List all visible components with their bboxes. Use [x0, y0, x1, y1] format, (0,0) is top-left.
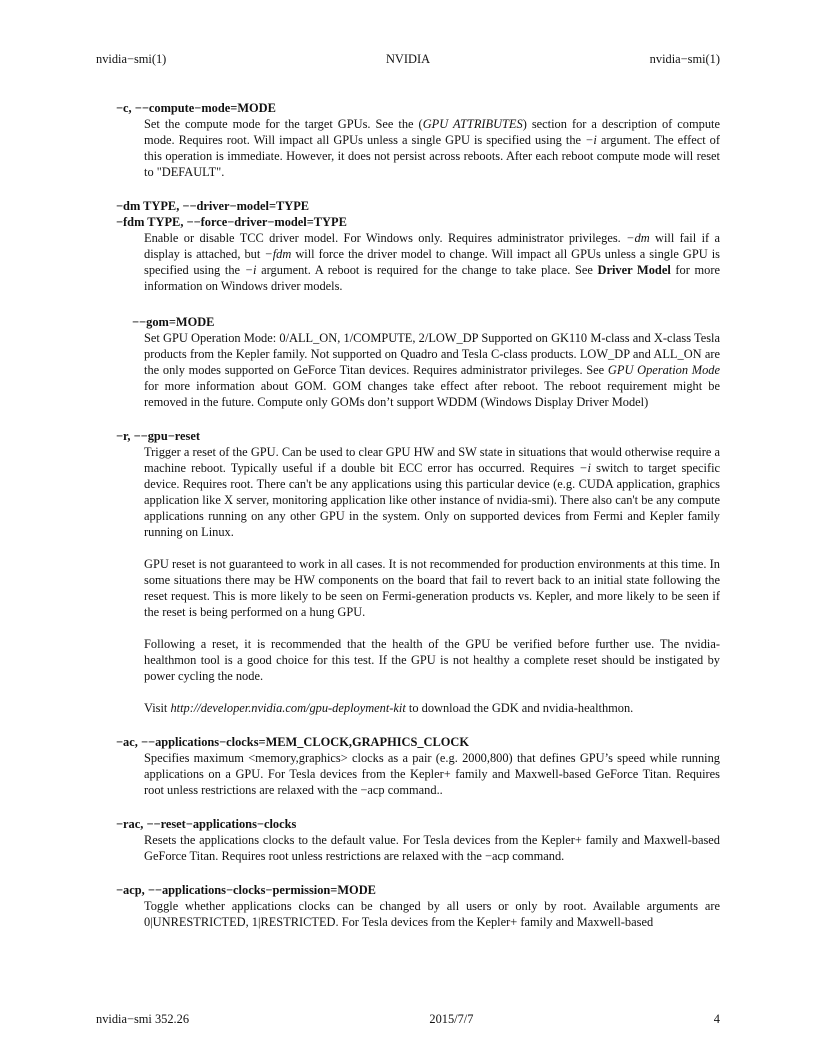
- option-title: −dm TYPE, −−driver−model=TYPE: [116, 199, 310, 213]
- option-title: −rac, −−reset−applications−clocks: [116, 817, 297, 831]
- option-description: GPU reset is not guaranteed to work in all cases. It is not recommended for production environments at this time. In some situations there may be HW components on the board that fail to revert back to an initial state following the reset request. This is more likely to be seen on Fermi-generation products vs. Kepler, and more likely to be seen if the reset is being performed on a hung GPU.: [144, 557, 720, 619]
- footer-center: 2015/7/7: [429, 1012, 474, 1026]
- option-driver-model: [96, 198, 720, 294]
- header-left: nvidia−smi(1): [96, 52, 167, 66]
- option-description: Enable or disable TCC driver model. For Windows only. Requires administrator privileges. −dm will fail if a display is attached, but −fdm will force the driver model to change. Will impact all GPUs unless a single GPU is specified using the −i argument. A reboot is required for the change to take place. See Driver Model for more information on Windows driver models.: [144, 231, 720, 293]
- page-header: [96, 52, 720, 67]
- option-applications-clocks: [96, 734, 720, 798]
- option-title: −c, −−compute−mode=MODE: [116, 101, 276, 115]
- option-description: Following a reset, it is recommended that the health of the GPU be verified before further use. The nvidia-healthmon tool is a good choice for this test. If the GPU is not healthy a complete reset should be instigated by power cycling the node.: [144, 637, 720, 683]
- option-reset-applications-clocks: [96, 816, 720, 864]
- option-gpu-reset: [96, 428, 720, 716]
- footer-left: nvidia−smi 352.26: [96, 1012, 190, 1026]
- option-gom: [96, 314, 720, 410]
- header-right: nvidia−smi(1): [649, 52, 720, 66]
- option-description: Trigger a reset of the GPU. Can be used to clear GPU HW and SW state in situations that would otherwise require a machine reboot. Typically useful if a double bit ECC error has occurred. Requires −i switch to target specific device. Requires root. There can't be any applications using this particular device (e.g. CUDA application, graphics application like X server, monitoring application like other instance of nvidia-smi). There also can't be any compute applications running on any other GPU in the system. Only on supported devices from Fermi and Kepler family running on Linux.: [144, 445, 721, 539]
- header-center: NVIDIA: [385, 52, 431, 66]
- option-description: Set GPU Operation Mode: 0/ALL_ON, 1/COMPUTE, 2/LOW_DP Supported on GK110 M-class and X-class Tesla products from the Kepler family. Not supported on Quadro and Tesla C-class products. LOW_DP and ALL_ON are the only modes supported on GeForce Titan devices. Requires administrator privileges. See GPU Operation Mode for more information about GOM. GOM changes take effect after reboot. The reboot requirement might be removed in the future. Compute only GOMs don’t support WDDM (Windows Display Driver Model): [144, 331, 720, 409]
- gdk-link: http://developer.nvidia.com/gpu-deployment-kit: [170, 701, 406, 715]
- option-description: Toggle whether applications clocks can be changed by all users or only by root. Available arguments are 0|UNRESTRICTED, 1|RESTRICTED. For Tesla devices from the Kepler+ family and Maxwell-based: [144, 899, 720, 929]
- page-footer: [96, 1012, 720, 1027]
- man-page-content: [96, 100, 720, 948]
- page-number: 4: [713, 1012, 720, 1026]
- option-title: −r, −−gpu−reset: [116, 429, 200, 443]
- option-compute-mode: [96, 100, 720, 180]
- option-title: −fdm TYPE, −−force−driver−model=TYPE: [116, 215, 347, 229]
- option-description: Resets the applications clocks to the default value. For Tesla devices from the Kepler+ family and Maxwell-based GeForce Titan. Requires root unless restrictions are relaxed with the −acp command.: [144, 833, 720, 863]
- option-title: −acp, −−applications−clocks−permission=MODE: [116, 883, 376, 897]
- option-title: −−gom=MODE: [132, 315, 215, 329]
- option-title: −ac, −−applications−clocks=MEM_CLOCK,GRAPHICS_CLOCK: [116, 735, 469, 749]
- option-description: Specifies maximum <memory,graphics> clocks as a pair (e.g. 2000,800) that defines GPU’s speed while running applications on a GPU. For Tesla devices from the Kepler+ family and Maxwell-based GeForce Titan. Requires root unless restrictions are relaxed with the −acp command..: [144, 751, 720, 797]
- option-applications-clocks-permission: [96, 882, 720, 930]
- option-description: Set the compute mode for the target GPUs. See the (GPU ATTRIBUTES) section for a description of compute mode. Requires root. Will impact all GPUs unless a single GPU is specified using the −i argument. The effect of this operation is immediate. However, it does not persist across reboots. After each reboot compute mode will reset to "DEFAULT".: [144, 117, 720, 179]
- option-description: Visit http://developer.nvidia.com/gpu-deployment-kit to download the GDK and nvidia-healthmon.: [144, 701, 634, 715]
